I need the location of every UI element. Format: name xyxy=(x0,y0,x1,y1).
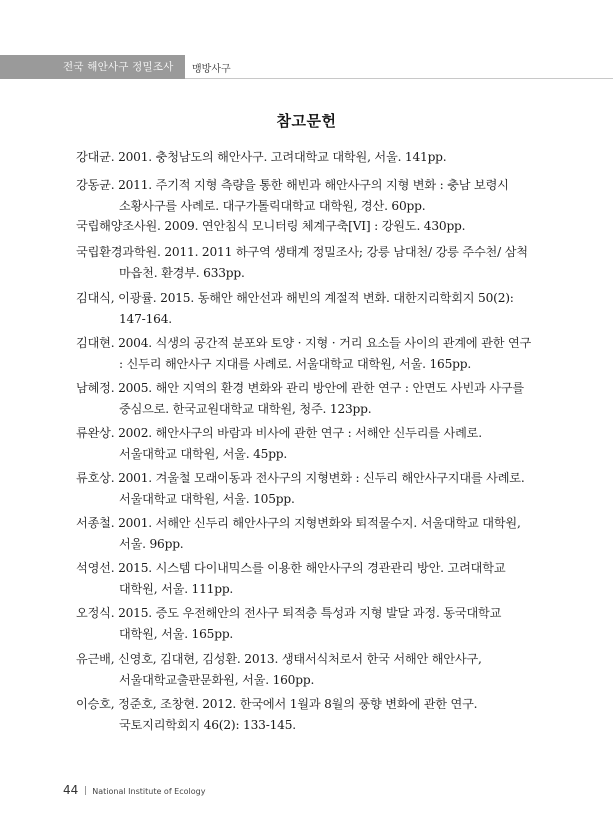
reference-line: 남혜정. 2005. 해안 지역의 환경 변화와 관리 방안에 관한 연구 : 안면도 사빈과 사구를 xyxy=(76,381,524,395)
reference-entry xyxy=(76,242,534,284)
reference-line: 국립환경과학원. 2011. 2011 하구역 생태계 정밀조사; 강릉 남대천/ 강릉 주수천/ 삼척 xyxy=(76,245,528,259)
reference-continuation: 서울대학교출판문화원, 서울. 160pp. xyxy=(119,673,315,687)
reference-continuation: 147-164. xyxy=(119,312,172,326)
reference-entry xyxy=(76,147,534,168)
page-number: 44 xyxy=(63,783,79,797)
reference-continuation: 서울대학교 대학원, 서울. 45pp. xyxy=(119,447,288,461)
reference-entry xyxy=(76,558,534,600)
page-title: 참고문헌 xyxy=(276,112,337,130)
reference-continuation: 대학원, 서울. 165pp. xyxy=(119,627,234,641)
reference-entry xyxy=(76,175,534,217)
reference-continuation: 중심으로. 한국교원대학교 대학원, 청주. 123pp. xyxy=(119,402,372,416)
reference-entry xyxy=(76,333,534,375)
footer-separator xyxy=(85,786,86,795)
reference-line: 김대식, 이광률. 2015. 동해안 해안선과 해빈의 계절적 변화. 대한지리학회지 50(2): xyxy=(76,291,514,305)
reference-entry xyxy=(76,378,534,420)
header-section-title: 전국 해안사구 정밀조사 xyxy=(63,61,174,73)
reference-line: 오정식. 2015. 증도 우전해안의 전사구 퇴적층 특성과 지형 발달 과정. 동국대학교 xyxy=(76,606,502,620)
reference-line: 이승호, 정준호, 조창현. 2012. 한국에서 1월과 8월의 풍향 변화에 관한 연구. xyxy=(76,697,478,711)
reference-continuation: 국토지리학회지 46(2): 133-145. xyxy=(119,718,296,732)
reference-entry xyxy=(76,694,534,736)
reference-continuation: : 신두리 해안사구 지대를 사례로. 서울대학교 대학원, 서울. 165pp. xyxy=(119,357,472,371)
reference-line: 유근배, 신영호, 김대현, 김성환. 2013. 생태서식처로서 한국 서해안 해안사구, xyxy=(76,652,482,666)
reference-line: 국립해양조사원. 2009. 연안침식 모니터링 체계구축[VI] : 강원도. 430pp. xyxy=(76,219,466,233)
reference-line: 류호상. 2001. 겨울철 모래이동과 전사구의 지형변화 : 신두리 해안사구지대를 사례로. xyxy=(76,471,525,485)
reference-entry xyxy=(76,216,534,237)
reference-continuation: 마읍천. 환경부. 633pp. xyxy=(119,266,245,280)
page-footer xyxy=(63,779,205,798)
reference-line: 서종철. 2001. 서해안 신두리 해안사구의 지형변화와 퇴적물수지. 서울대학교 대학원, xyxy=(76,516,521,530)
reference-entry xyxy=(76,468,534,510)
reference-entry xyxy=(76,649,534,691)
reference-continuation: 서울. 96pp. xyxy=(119,537,184,551)
reference-line: 강동균. 2011. 주기적 지형 측량을 통한 해빈과 해안사구의 지형 변화 : 충남 보령시 xyxy=(76,178,509,192)
reference-line: 류완상. 2002. 해안사구의 바람과 비사에 관한 연구 : 서해안 신두리를 사례로. xyxy=(76,426,482,440)
header-subsection-title: 맹방사구 xyxy=(192,64,231,75)
footer-institute: National Institute of Ecology xyxy=(92,787,206,796)
reference-entry xyxy=(76,423,534,465)
reference-continuation: 서울대학교 대학원, 서울. 105pp. xyxy=(119,492,295,506)
reference-line: 석영선. 2015. 시스템 다이내믹스를 이용한 해안사구의 경관관리 방안. 고려대학교 xyxy=(76,561,506,575)
reference-entry xyxy=(76,288,534,330)
reference-line: 강대균. 2001. 충청남도의 해안사구. 고려대학교 대학원, 서울. 141pp. xyxy=(76,150,447,164)
reference-entry xyxy=(76,603,534,645)
reference-continuation: 대학원, 서울. 111pp. xyxy=(119,582,234,596)
reference-continuation: 소황사구를 사례로. 대구가톨릭대학교 대학원, 경산. 60pp. xyxy=(119,199,426,213)
reference-line: 김대현. 2004. 식생의 공간적 분포와 토양 · 지형 · 거리 요소들 사이의 관계에 관한 연구 xyxy=(76,336,532,350)
reference-entry xyxy=(76,513,534,555)
